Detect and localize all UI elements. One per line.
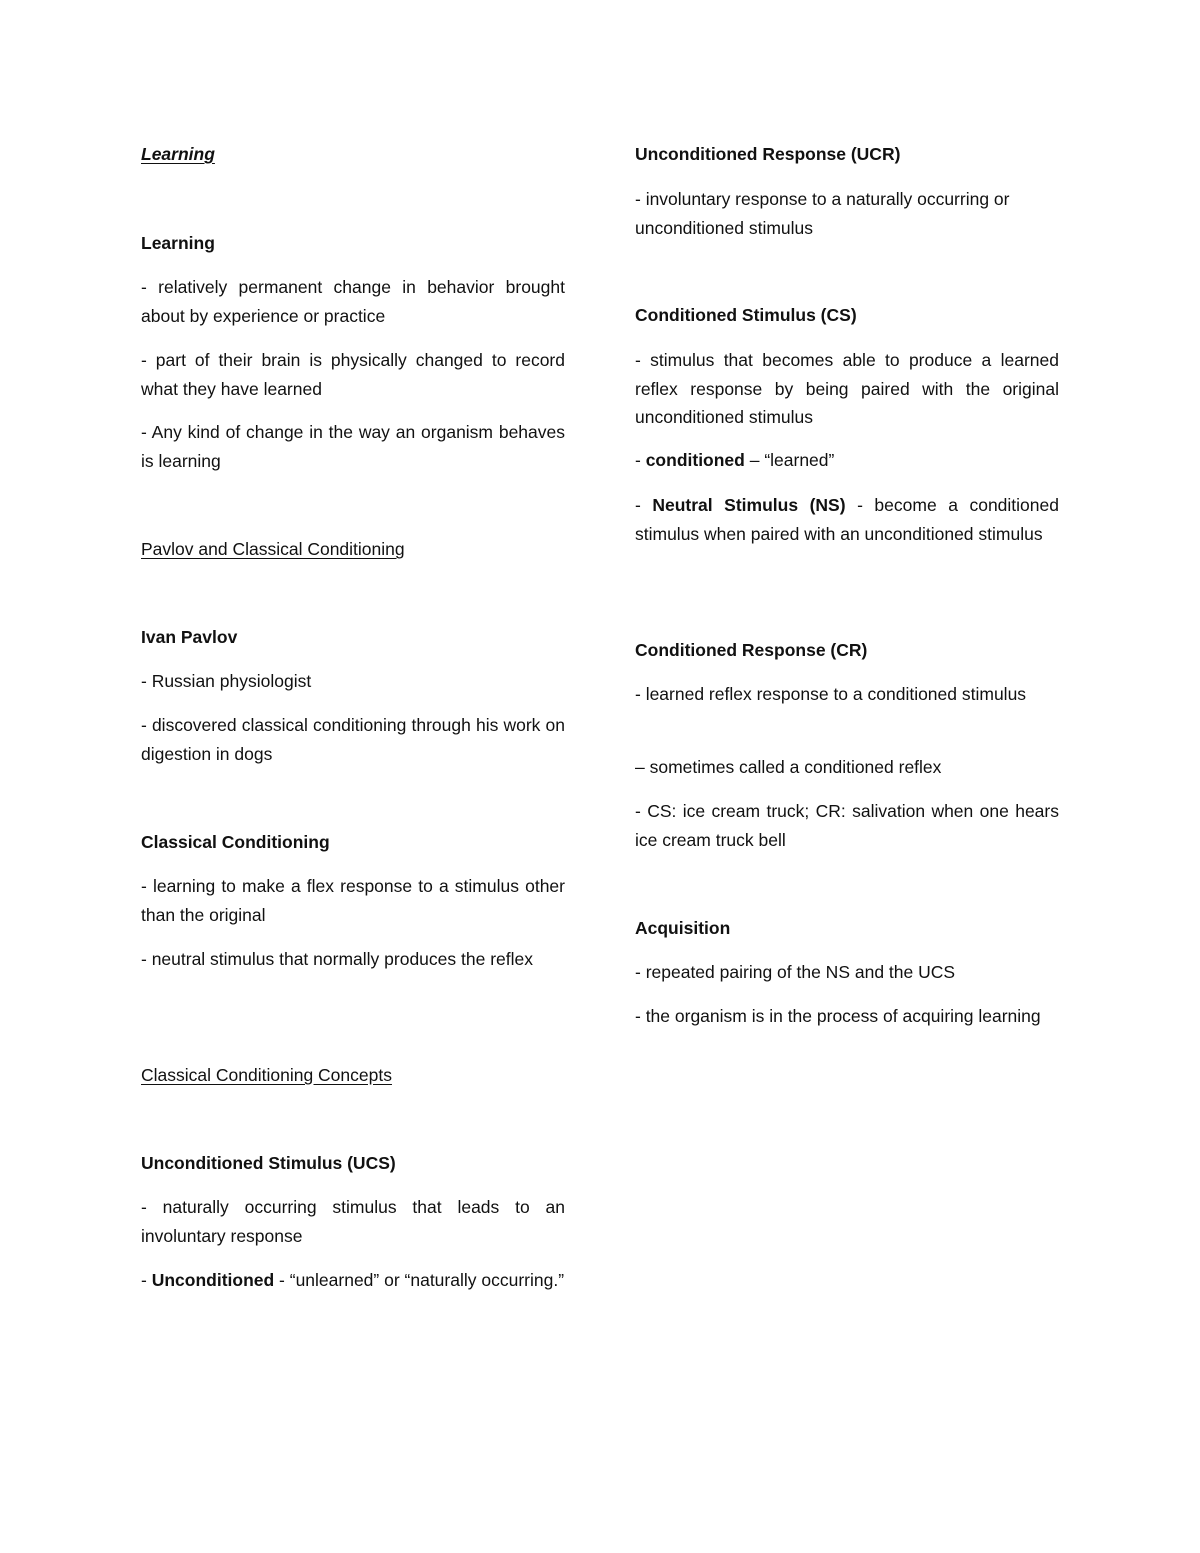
heading-ucs: Unconditioned Stimulus (UCS)	[141, 1153, 396, 1173]
cs-point-2-dash: -	[635, 450, 646, 470]
conditioned-term: conditioned	[645, 450, 745, 470]
ucs-point-1: - naturally occurring stimulus that leads to an involuntary response	[141, 1197, 565, 1246]
ucs-point-2-text: - “unlearned” or “naturally occurring.”	[274, 1270, 565, 1290]
heading-cr: Conditioned Response (CR)	[635, 640, 868, 660]
classical-point-2: - neutral stimulus that normally produces the reflex	[141, 949, 533, 969]
acquisition-point-2: - the organism is in the process of acquiring learning	[635, 1006, 1041, 1026]
classical-point-1: - learning to make a flex response to a stimulus other than the original	[141, 876, 565, 925]
learning-definition-3: - Any kind of change in the way an organism behaves is learning	[141, 422, 565, 471]
ucs-term: Unconditioned	[151, 1270, 275, 1290]
ivan-pavlov-point-2: - discovered classical conditioning through his work on digestion in dogs	[141, 715, 565, 764]
acquisition-point-1: - repeated pairing of the NS and the UCS	[635, 962, 956, 982]
learning-definition-2: - part of their brain is physically changed to record what they have learned	[141, 350, 565, 399]
cs-point-2-text: – “learned”	[744, 450, 835, 470]
ucs-point-2	[141, 1266, 565, 1295]
ucs-point-2-dash: -	[141, 1270, 152, 1290]
heading-ivan-pavlov: Ivan Pavlov	[141, 627, 238, 647]
ivan-pavlov-point-1: - Russian physiologist	[141, 671, 312, 691]
cs-point-2	[635, 446, 1059, 475]
heading-cs: Conditioned Stimulus (CS)	[635, 305, 857, 325]
heading-ucr: Unconditioned Response (UCR)	[635, 144, 901, 164]
cs-point-3-text: - become a conditioned stimulus when paired with an unconditioned stimulus	[635, 495, 1059, 544]
section-concepts: Classical Conditioning Concepts	[141, 1065, 392, 1085]
heading-classical-conditioning: Classical Conditioning	[141, 832, 330, 852]
section-pavlov: Pavlov and Classical Conditioning	[141, 539, 405, 559]
cr-point-2: – sometimes called a conditioned reflex	[635, 757, 942, 777]
cs-point-3	[635, 491, 1059, 548]
cs-point-1: - stimulus that becomes able to produce a learned reflex response by being paired with the original unconditioned stimulus	[635, 350, 1059, 427]
neutral-stimulus-term: Neutral Stimulus (NS)	[652, 495, 846, 515]
heading-acquisition: Acquisition	[635, 918, 731, 938]
learning-definition-1: - relatively permanent change in behavior brought about by experience or practice	[141, 277, 565, 326]
cr-point-3: - CS: ice cream truck; CR: salivation when one hears ice cream truck bell	[635, 801, 1059, 850]
ucr-point-1: - involuntary response to a naturally occurring or unconditioned stimulus	[635, 189, 1010, 238]
cr-point-1: - learned reflex response to a conditioned stimulus	[635, 684, 1027, 704]
document-title: Learning	[141, 144, 215, 164]
heading-learning: Learning	[141, 233, 215, 253]
cs-point-3-dash: -	[635, 495, 653, 515]
